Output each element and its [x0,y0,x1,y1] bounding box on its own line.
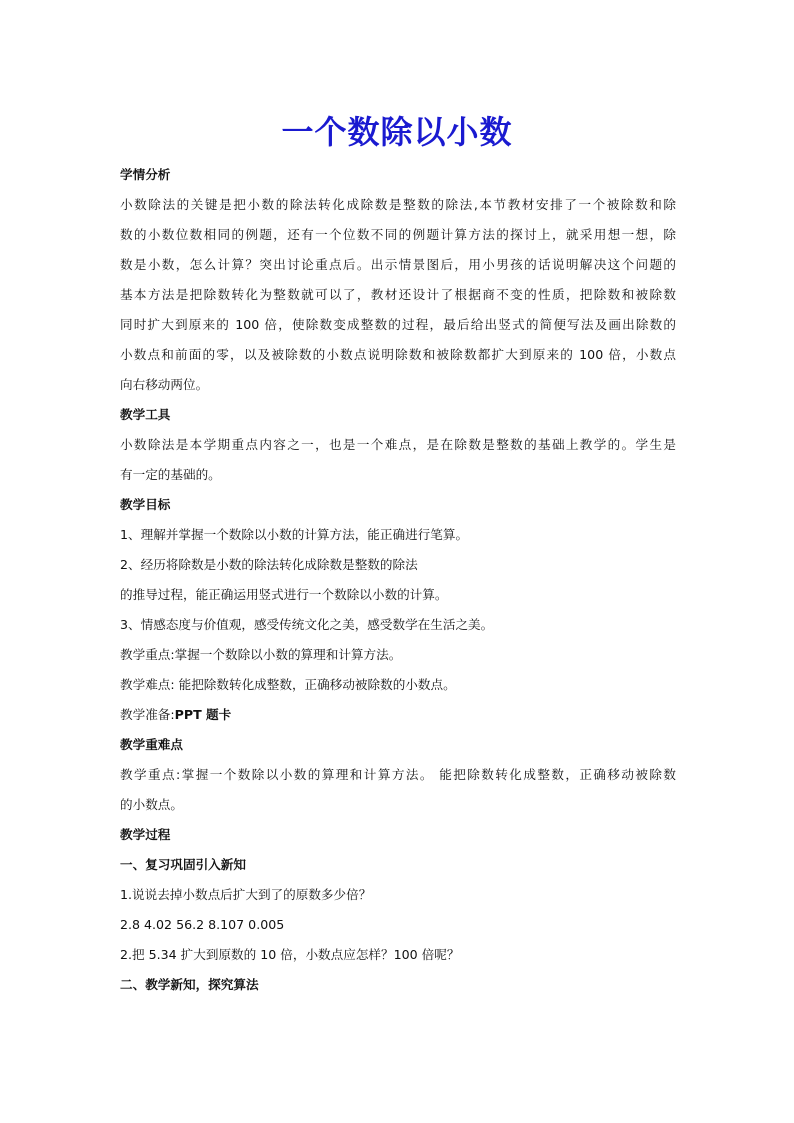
tools-heading: 教学工具 [120,407,171,422]
preparation-label: 教学准备: [120,707,175,722]
analysis-paragraph-line: 数是小数，怎么计算？突出讨论重点后。出示情景图后，用小男孩的话说明解决这个问题的 [120,257,676,272]
key-points-line: 的小数点。 [120,797,183,812]
tools-paragraph-line: 小数除法是本学期重点内容之一，也是一个难点，是在除数是整数的基础上教学的。学生是 [120,437,676,452]
analysis-paragraph-line: 小数除法的关键是把小数的除法转化成除数是整数的除法,本节教材安排了一个被除数和除 [120,197,676,212]
analysis-paragraph-line: 数的小数位数相同的例题，还有一个位数不同的例题计算方法的探讨上，就采用想一想，除 [120,227,676,242]
key-points-line: 教学重点:掌握一个数除以小数的算理和计算方法。 能把除数转化成整数，正确移动被除数 [120,767,676,782]
question-1: 1.说说去掉小数点后扩大到了的原数多少倍？ [120,887,372,902]
analysis-paragraph-line: 小数点和前面的零，以及被除数的小数点说明除数和被除数都扩大到原来的 100 倍，小数点 [120,347,676,362]
teaching-focus: 教学重点:掌握一个数除以小数的算理和计算方法。 [120,647,402,662]
tools-paragraph-line: 有一定的基础的。 [120,467,221,482]
section-2-heading: 二、教学新知，探究算法 [120,977,259,992]
question-1-numbers: 2.8 4.02 56.2 8.107 0.005 [120,917,285,932]
analysis-paragraph-line: 同时扩大到原来的 100 倍，使除数变成整数的过程，最后给出竖式的简便写法及画出除数的 [120,317,676,332]
process-heading: 教学过程 [120,827,171,842]
analysis-heading: 学情分析 [120,167,171,182]
goal-item-2: 2、经历将除数是小数的除法转化成除数是整数的除法 [120,557,418,572]
section-1-heading: 一、复习巩固引入新知 [120,857,246,872]
goals-heading: 教学目标 [120,497,171,512]
teaching-difficulty: 教学难点: 能把除数转化成整数，正确移动被除数的小数点。 [120,677,456,692]
teaching-preparation [120,700,676,730]
preparation-value: PPT 题卡 [174,707,232,722]
document-title: 一个数除以小数 [281,113,513,151]
goal-item-2-continued: 的推导过程，能正确运用竖式进行一个数除以小数的计算。 [120,587,448,602]
goal-item-3: 3、情感态度与价值观，感受传统文化之美，感受数学在生活之美。 [120,617,494,632]
analysis-paragraph-line: 基本方法是把除数转化为整数就可以了，教材还设计了根据商不变的性质，把除数和被除数 [120,287,676,302]
document-body [120,160,676,1000]
key-points-heading: 教学重难点 [120,737,183,752]
question-2: 2.把 5.34 扩大到原数的 10 倍，小数点应怎样？100 倍呢？ [120,947,460,962]
analysis-paragraph-line: 向右移动两位。 [120,377,209,392]
goal-item-1: 1、理解并掌握一个数除以小数的计算方法，能正确进行笔算。 [120,527,469,542]
